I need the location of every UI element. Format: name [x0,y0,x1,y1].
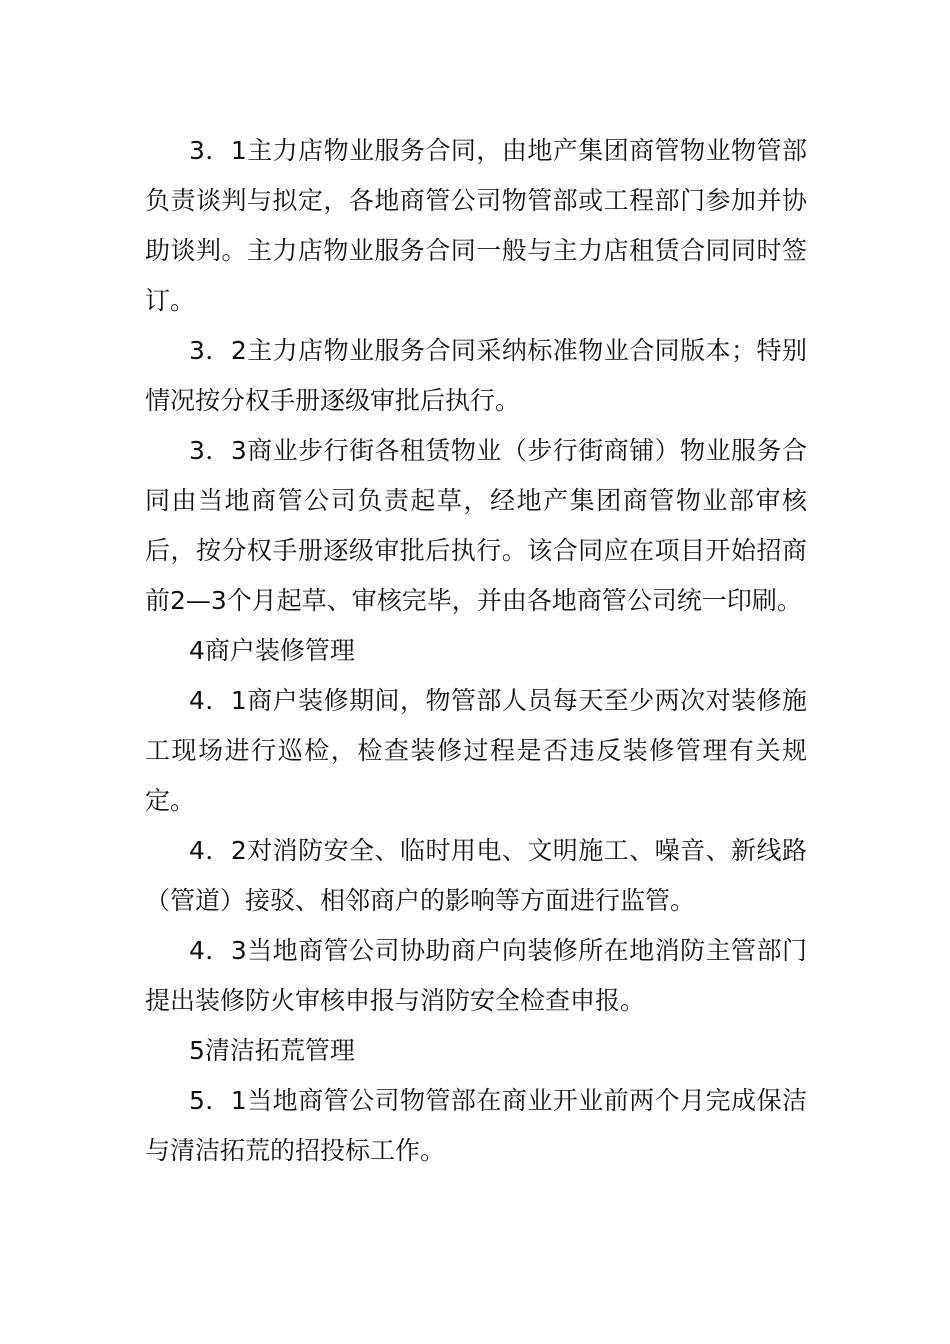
paragraph-5-1: 5．1当地商管公司物管部在商业开业前两个月完成保洁与清洁拓荒的招投标工作。 [145,1086,807,1165]
document-body [145,126,807,1176]
paragraph-4-2: 4．2对消防安全、临时用电、文明施工、噪音、新线路（管道）接驳、相邻商户的影响等方面进行监管。 [145,836,807,915]
paragraph-4-1: 4．1商户装修期间，物管部人员每天至少两次对装修施工现场进行巡检，检查装修过程是否违反装修管理有关规定。 [145,686,807,815]
paragraph-4-3: 4．3当地商管公司协助商户向装修所在地消防主管部门提出装修防火审核申报与消防安全检查申报。 [145,936,807,1015]
section-heading-5: 5清洁拓荒管理 [189,1036,355,1065]
paragraph-3-2: 3．2主力店物业服务合同采纳标准物业合同版本；特别情况按分权手册逐级审批后执行。 [145,336,807,415]
paragraph-3-1: 3．1主力店物业服务合同，由地产集团商管物业物管部负责谈判与拟定，各地商管公司物管部或工程部门参加并协助谈判。主力店物业服务合同一般与主力店租赁合同同时签订。 [145,136,807,315]
paragraph-3-3: 3．3商业步行街各租赁物业（步行街商铺）物业服务合同由当地商管公司负责起草，经地产集团商管物业部审核后，按分权手册逐级审批后执行。该合同应在项目开始招商前2—3个月起草、审核完毕，并由各地商管公司统一印刷。 [145,436,807,615]
section-heading-4: 4商户装修管理 [189,636,355,665]
